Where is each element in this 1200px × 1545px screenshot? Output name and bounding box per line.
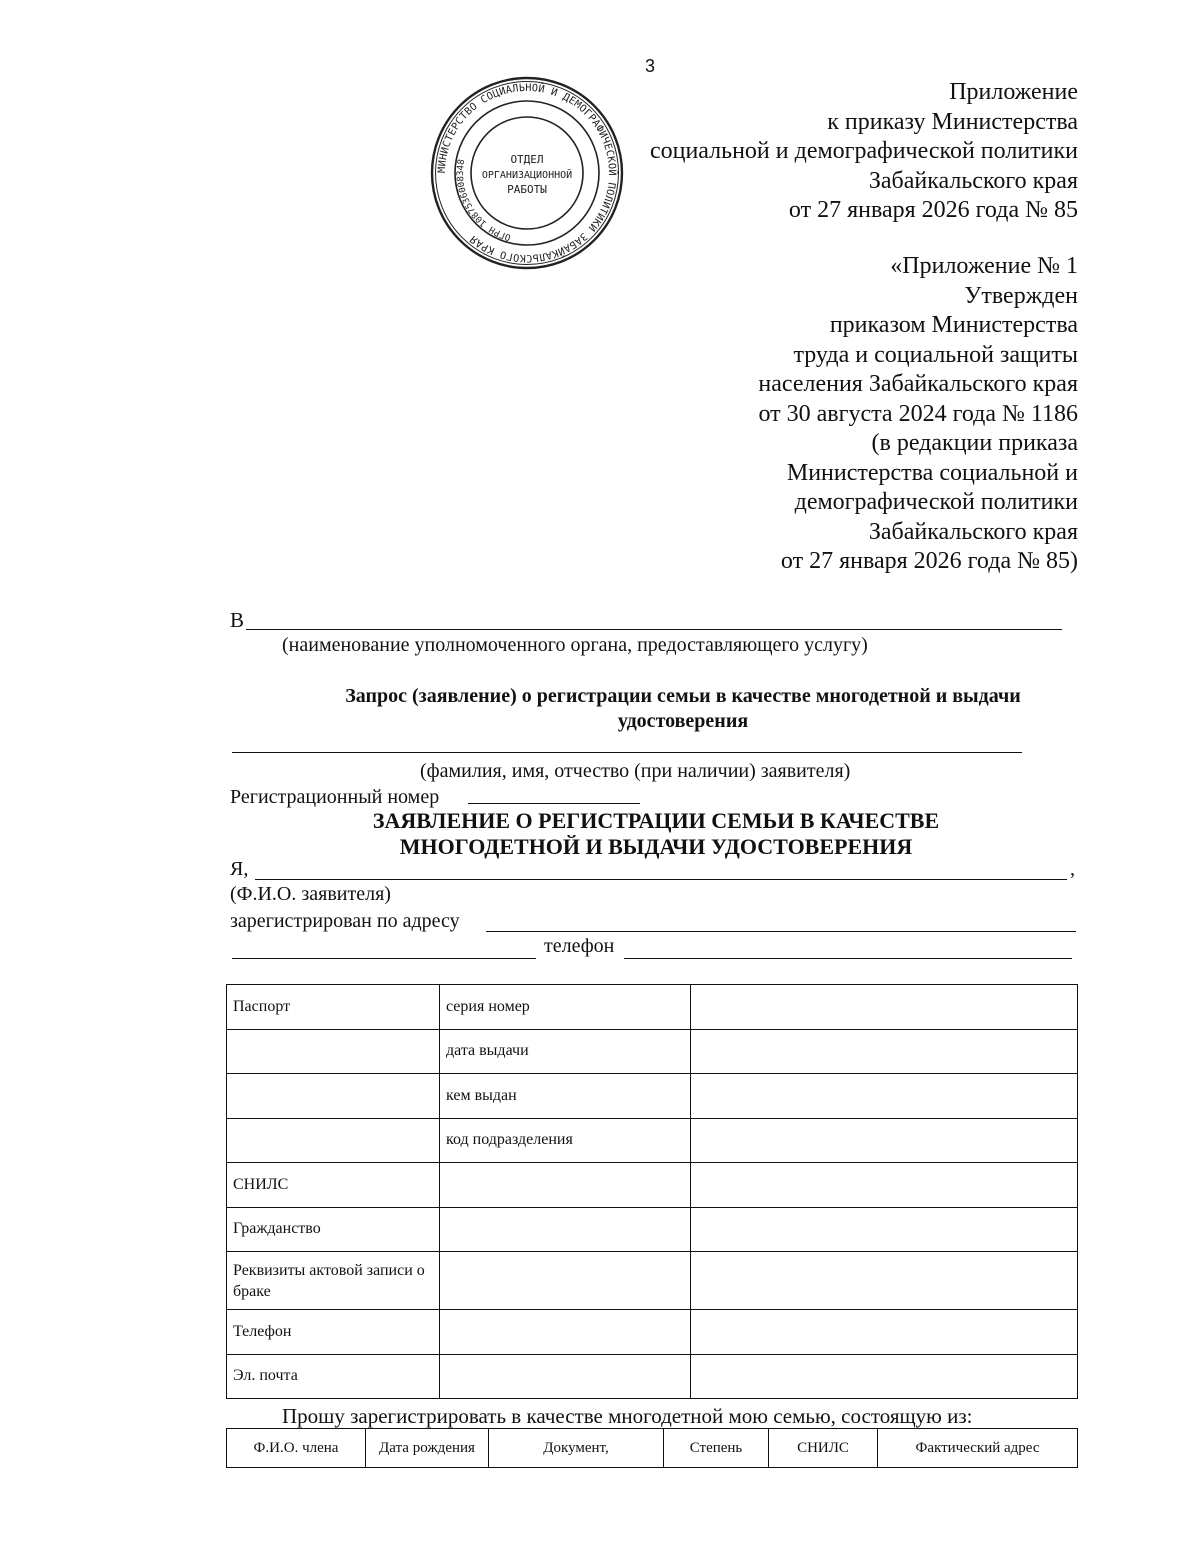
- family-request: Прошу зарегистрировать в качестве многодетной мою семью, состоящую из:: [282, 1404, 973, 1428]
- page-number: 3: [644, 56, 655, 76]
- table-row: [227, 1207, 1078, 1252]
- value-cell[interactable]: [691, 1163, 1078, 1208]
- address-label: зарегистрирован по адресу: [230, 910, 460, 932]
- approved-line: Утвержден: [964, 282, 1078, 309]
- column-header: СНИЛС: [769, 1429, 878, 1468]
- approved-line: демографической политики: [794, 489, 1078, 515]
- main-title-line-1: ЗАЯВЛЕНИЕ О РЕГИСТРАЦИИ СЕМЬИ В КАЧЕСТВЕ: [372, 808, 940, 833]
- table-row: [227, 1074, 1078, 1119]
- stamp-center-line-1: ОТДЕЛ: [510, 153, 544, 166]
- value-cell[interactable]: [691, 1118, 1078, 1163]
- request-title-line-2: удостоверения: [617, 710, 749, 732]
- fio-caption: (Ф.И.О. заявителя): [230, 883, 391, 905]
- main-title-line-2: МНОГОДЕТНОЙ И ВЫДАЧИ УДОСТОВЕРЕНИЯ: [399, 834, 913, 859]
- row-sublabel: серия номер: [440, 985, 691, 1030]
- stamp-ring-text: МИНИСТЕРСТВО СОЦИАЛЬНОЙ И ДЕМОГРАФИЧЕСКОЙ ПОЛИТИКИ ЗАБАЙКАЛЬСКОГО КРАЯ: [436, 82, 618, 264]
- applicant-caption: (фамилия, имя, отчество (при наличии) заявителя): [420, 760, 851, 782]
- table-row: [227, 985, 1078, 1030]
- row-label: Реквизиты актовой записи о браке: [227, 1252, 440, 1310]
- reg-number-line[interactable]: [468, 803, 640, 804]
- phone-line[interactable]: [624, 958, 1072, 959]
- column-header: Ф.И.О. члена: [227, 1429, 366, 1468]
- comma: ,: [1070, 858, 1075, 880]
- table-row: [227, 1310, 1078, 1355]
- column-header: Степень: [664, 1429, 769, 1468]
- row-sublabel: кем выдан: [440, 1074, 691, 1119]
- table-row: [227, 1163, 1078, 1208]
- stamp-center-line-2: ОРГАНИЗАЦИОННОЙ: [481, 170, 573, 181]
- family-members-table: [226, 1428, 1078, 1468]
- value-cell[interactable]: [691, 1029, 1078, 1074]
- row-label: [227, 1074, 440, 1119]
- stamp-center-line-3: РАБОТЫ: [507, 183, 547, 196]
- appendix-line: к приказу Министерства: [827, 108, 1078, 135]
- value-cell[interactable]: [691, 1310, 1078, 1355]
- approved-line: Министерства социальной и: [786, 459, 1078, 486]
- appendix-line: от 27 января 2026 года № 85: [788, 197, 1078, 223]
- applicant-data-table: [226, 984, 1078, 1399]
- approved-line: Забайкальского края: [868, 518, 1078, 545]
- stamp-inner-text: ОГРН 1087536008348: [455, 158, 513, 242]
- column-header: Дата рождения: [366, 1429, 489, 1468]
- addressee-prefix: В: [230, 608, 245, 632]
- value-cell[interactable]: [691, 1074, 1078, 1119]
- approved-line: приказом Министерства: [829, 312, 1078, 338]
- request-title-line-1: Запрос (заявление) о регистрации семьи в качестве многодетной и выдачи: [345, 685, 1021, 707]
- row-label: [227, 1118, 440, 1163]
- table-row: [227, 1354, 1078, 1399]
- request-title: [200, 684, 1166, 734]
- approved-line: «Приложение № 1: [890, 253, 1078, 279]
- addressee-line[interactable]: [246, 629, 1062, 630]
- organization-stamp: [428, 74, 626, 272]
- column-header: Фактический адрес: [878, 1429, 1078, 1468]
- main-title: [200, 808, 1112, 860]
- appendix-line: Забайкальского края: [868, 167, 1078, 194]
- approved-block: [758, 252, 1078, 577]
- row-label: Паспорт: [227, 985, 440, 1030]
- row-sublabel[interactable]: [440, 1354, 691, 1399]
- appendix-header: [650, 78, 1078, 226]
- value-cell[interactable]: [691, 1252, 1078, 1310]
- appendix-line: социальной и демографической политики: [649, 138, 1078, 164]
- row-label: Телефон: [227, 1310, 440, 1355]
- i-label: Я,: [230, 858, 249, 880]
- table-header-row: [227, 1429, 1078, 1468]
- row-label: СНИЛС: [227, 1163, 440, 1208]
- row-label: Эл. почта: [227, 1354, 440, 1399]
- table-row: [227, 1118, 1078, 1163]
- value-cell[interactable]: [691, 1207, 1078, 1252]
- reg-number-label: Регистрационный номер: [230, 786, 440, 808]
- value-cell[interactable]: [691, 985, 1078, 1030]
- applicant-name-line[interactable]: [232, 752, 1022, 753]
- row-sublabel: дата выдачи: [440, 1029, 691, 1074]
- row-sublabel[interactable]: [440, 1207, 691, 1252]
- row-sublabel: код подразделения: [440, 1118, 691, 1163]
- address-line[interactable]: [486, 931, 1076, 932]
- row-label: [227, 1029, 440, 1074]
- row-sublabel[interactable]: [440, 1310, 691, 1355]
- approved-line: от 27 января 2026 года № 85): [780, 548, 1078, 574]
- phone-label: телефон: [544, 935, 615, 957]
- table-row: [227, 1252, 1078, 1310]
- addressee-caption: (наименование уполномоченного органа, предоставляющего услугу): [282, 634, 868, 656]
- approved-line: от 30 августа 2024 года № 1186: [758, 400, 1078, 427]
- table-row: [227, 1029, 1078, 1074]
- approved-line: (в редакции приказа: [871, 430, 1078, 456]
- row-label: Гражданство: [227, 1207, 440, 1252]
- applicant-fio-line[interactable]: [255, 879, 1067, 880]
- appendix-line: Приложение: [949, 79, 1078, 105]
- row-sublabel[interactable]: [440, 1163, 691, 1208]
- approved-line: населения Забайкальского края: [758, 371, 1078, 397]
- value-cell[interactable]: [691, 1354, 1078, 1399]
- row-sublabel[interactable]: [440, 1252, 691, 1310]
- approved-line: труда и социальной защиты: [793, 341, 1078, 368]
- address-line-2[interactable]: [232, 958, 536, 959]
- column-header: Документ,: [489, 1429, 664, 1468]
